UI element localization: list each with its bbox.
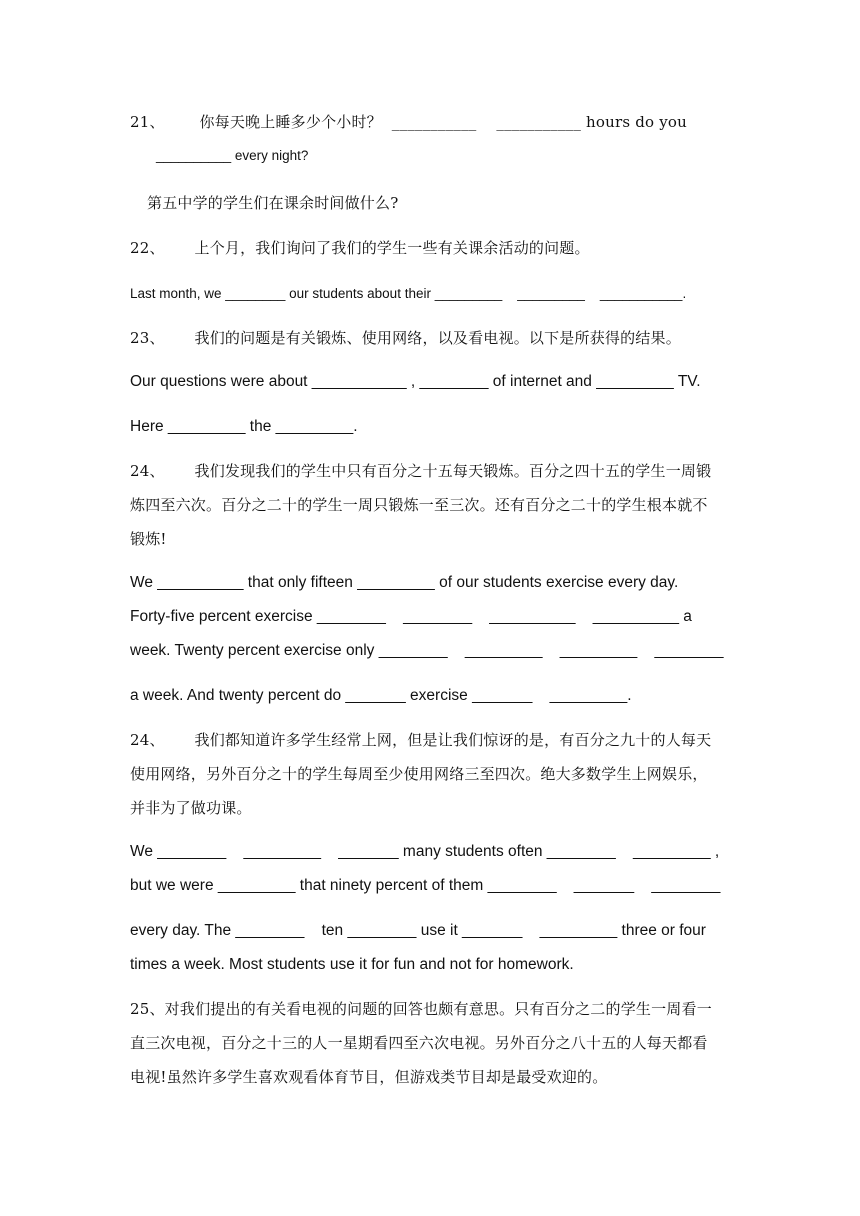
q24b-english-line2: but we were _________ that ninety percent of them ________ _______ ________ — [130, 877, 721, 894]
q24b-english-line1: We ________ _________ _______ many students often ________ _________ , — [130, 843, 720, 860]
q24a-chinese-line3: 锻炼! — [130, 530, 167, 548]
q23-chinese: 23、 我们的问题是有关锻炼、使用网络，以及看电视。以下是所获得的结果。 — [130, 329, 681, 347]
q24a-english-line3: week. Twenty percent exercise only ________ _________ _________ ________ — [130, 642, 724, 659]
q24a-english-line4: a week. And twenty percent do _______ exercise _______ _________. — [130, 687, 632, 704]
q22-english: Last month, we ________ our students about their _________ _________ ___________. — [130, 286, 687, 301]
q22-chinese: 22、 上个月，我们询问了我们的学生一些有关课余活动的问题。 — [130, 239, 590, 257]
q24b-english-line4: times a week. Most students use it for fun and not for homework. — [130, 956, 574, 973]
q24a-english-line1: We __________ that only fifteen _________ of our students exercise every day. — [130, 574, 679, 591]
q24b-chinese-line3: 并非为了做功课。 — [130, 799, 252, 817]
q21-text: 21、 你每天晚上睡多少个小时？ ___________ ___________ hours do you — [130, 113, 687, 131]
q23-english-line2: Here _________ the _________. — [130, 418, 358, 435]
q24b-chinese-line2: 使用网络，另外百分之十的学生每周至少使用网络三至四次。绝大多数学生上网娱乐， — [130, 765, 708, 783]
q24a-chinese-line1: 24、 我们发现我们的学生中只有百分之十五每天锻炼。百分之四十五的学生一周锻 — [130, 462, 712, 480]
q21-text-cont: __________ every night? — [156, 148, 309, 163]
q23-english-line1: Our questions were about ___________ , ________ of internet and _________ TV. — [130, 373, 701, 390]
q24a-english-line2: Forty-five percent exercise ________ ________ __________ __________ a — [130, 608, 692, 625]
section-heading: 第五中学的学生们在课余时间做什么? — [147, 194, 399, 212]
q24b-chinese-line1: 24、 我们都知道许多学生经常上网，但是让我们惊讶的是，有百分之九十的人每天 — [130, 731, 712, 749]
q25-chinese-line3: 电视!虽然许多学生喜欢观看体育节目，但游戏类节目却是最受欢迎的。 — [130, 1068, 608, 1086]
q24b-english-line3: every day. The ________ ten ________ use it _______ _________ three or four — [130, 922, 706, 939]
q25-chinese-line2: 直三次电视，百分之十三的人一星期看四至六次电视。另外百分之八十五的人每天都看 — [130, 1034, 708, 1052]
q25-chinese-line1: 25、对我们提出的有关看电视的问题的回答也颇有意思。只有百分之二的学生一周看一 — [130, 1000, 712, 1018]
q24a-chinese-line2: 炼四至六次。百分之二十的学生一周只锻炼一至三次。还有百分之二十的学生根本就不 — [130, 496, 708, 514]
